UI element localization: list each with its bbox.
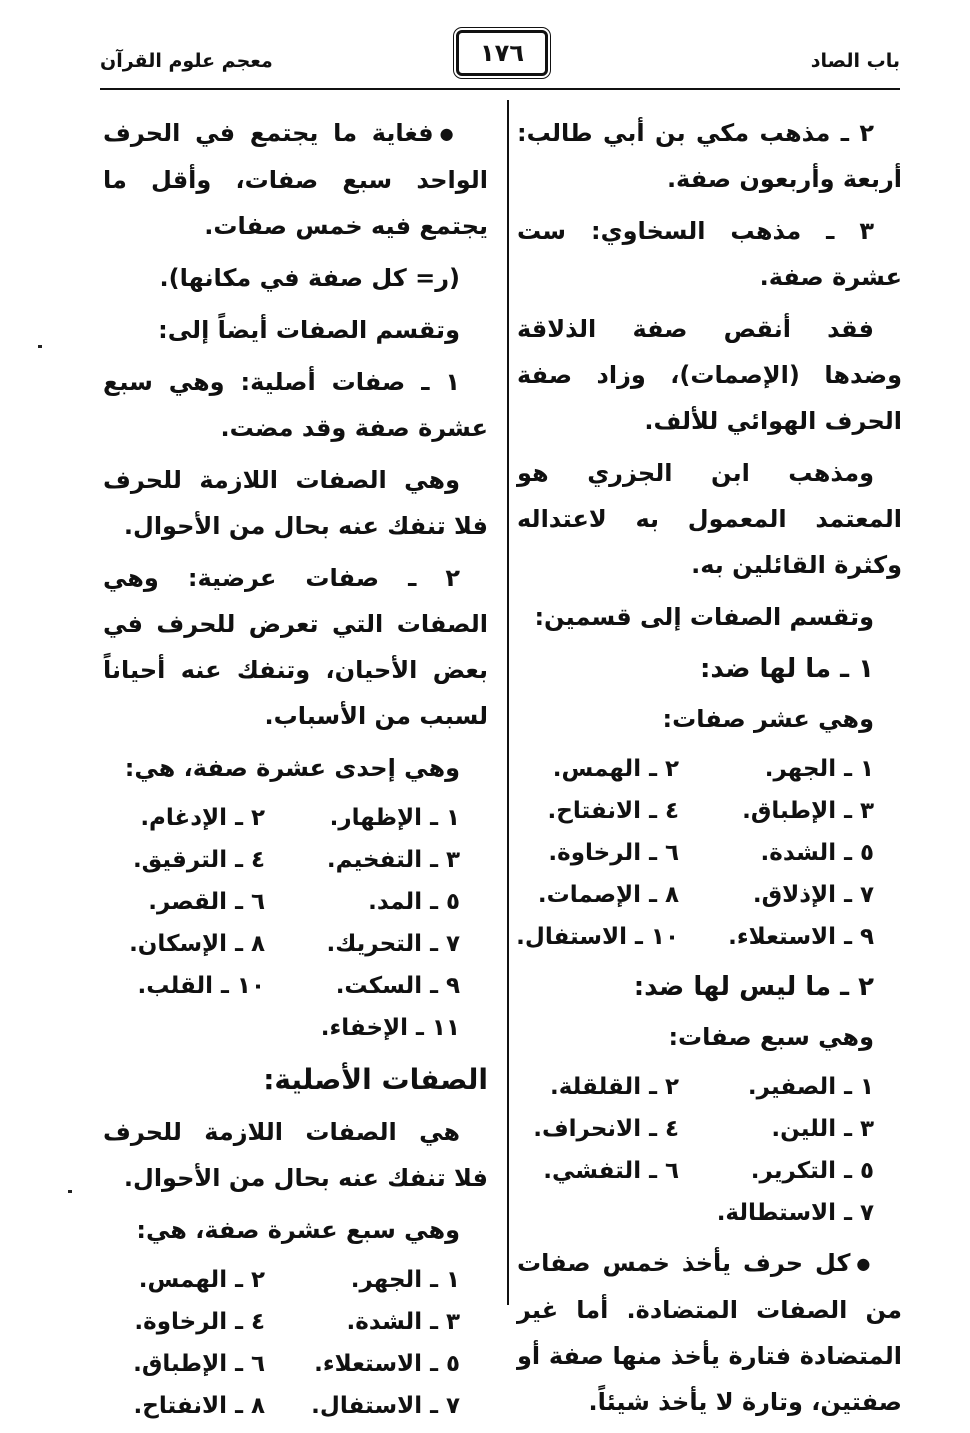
list-item: ٤ ـ الانفتاح.	[547, 798, 679, 824]
left-column	[103, 110, 488, 1433]
list-item: ٩ ـ السكت.	[335, 973, 460, 999]
list-item: ٣ ـ اللين.	[771, 1116, 874, 1142]
list-item: ٨ ـ الانفتاح.	[133, 1393, 265, 1419]
list-item: ٦ ـ الرخاوة.	[548, 840, 679, 866]
right-column	[517, 110, 902, 1431]
list-item: ٢ ـ الإدغام.	[140, 805, 265, 831]
list-item: ٨ ـ الإصمات.	[537, 882, 679, 908]
book-title: معجم علوم القرآن	[100, 50, 273, 72]
paragraph-text: فغاية ما يجتمع في الحرف الواحد سبع صفات، وأقل ما يجتمع فيه خمس صفات.	[103, 119, 488, 240]
paragraph: ٢ ـ مذهب مكي بن أبي طالب: أربعة وأربعون صفة.	[517, 119, 902, 193]
section-heading: ٢ ـ ما ليس لها ضد:	[633, 972, 874, 1002]
list-item: ٢ ـ الهمس.	[138, 1267, 265, 1293]
paragraph: وتقسم الصفات أيضاً إلى:	[158, 316, 460, 344]
list-item: ٦ ـ التفشي.	[543, 1158, 679, 1184]
paragraph: وهي الصفات اللازمة للحرف فلا تنفك عنه بحال من الأحوال.	[103, 466, 488, 540]
scan-speck	[68, 1190, 72, 1193]
list-item: ٣ ـ التفخيم.	[326, 847, 460, 873]
paragraph: ٣ ـ مذهب السخاوي: ست عشرة صفة.	[517, 217, 902, 291]
list-item: ٤ ـ الانحراف.	[533, 1116, 679, 1142]
paragraph: وهي سبع عشرة صفة، هي:	[136, 1216, 460, 1244]
list-item: ٥ ـ التكرير.	[750, 1158, 874, 1184]
section-heading: ١ ـ ما لها ضد:	[699, 654, 874, 684]
list-item: ٧ ـ الإذلاق.	[752, 882, 874, 908]
list-item: ٨ ـ الإسكان.	[129, 931, 265, 957]
list-item: ١ ـ الصفير.	[747, 1074, 874, 1100]
paragraph: وتقسم الصفات إلى قسمين:	[534, 603, 874, 631]
list-item: ٦ ـ القصر.	[148, 889, 265, 915]
list-item: ٣ ـ الإطباق.	[742, 798, 874, 824]
list-accidental-traits	[103, 797, 488, 1049]
list-item: ٤ ـ الترقيق.	[132, 847, 265, 873]
list-item: ٥ ـ الشدة.	[760, 840, 874, 866]
list-item: ١٠ ـ القلب.	[137, 973, 265, 999]
page-header	[100, 30, 900, 85]
scan-speck	[38, 345, 42, 348]
list-item: ٩ ـ الاستعلاء.	[728, 924, 874, 950]
paragraph: ١ ـ صفات أصلية: وهي سبع عشرة صفة وقد مضت.	[103, 368, 488, 442]
list-item: ٧ ـ الاستطالة.	[716, 1200, 874, 1226]
paragraph-text: كل حرف يأخذ خمس صفات من الصفات المتضادة. أما غير المتضادة فتارة يأخذ منها صفة أو صفتين، وتارة لا يأخذ شيئاً.	[517, 1249, 902, 1416]
list-item: ٢ ـ القلقلة.	[549, 1074, 679, 1100]
bullet-paragraph	[103, 110, 488, 249]
list-item: ٥ ـ المد.	[368, 889, 460, 915]
section-heading: الصفات الأصلية:	[263, 1063, 488, 1096]
list-item: ١ ـ الجهر.	[764, 756, 874, 782]
list-item: ١ ـ الجهر.	[350, 1267, 460, 1293]
list-opposite-traits	[517, 748, 902, 958]
list-item: ١١ ـ الإخفاء.	[320, 1015, 460, 1041]
paragraph: ومذهب ابن الجزري هو المعتمد المعمول به لاعتداله وكثرة القائلين به.	[517, 459, 902, 579]
header-rule	[100, 88, 900, 90]
list-item: ٥ ـ الاستعلاء.	[314, 1351, 460, 1377]
list-item: ٧ ـ التحريك.	[326, 931, 460, 957]
list-item: ٢ ـ الهمس.	[552, 756, 679, 782]
paragraph: فقد أنقص صفة الذلاقة وضدها (الإصمات)، وزاد صفة الحرف الهوائي للألف.	[517, 315, 902, 435]
paragraph: (ر= كل صفة في مكانها).	[159, 264, 460, 292]
list-item: ١ ـ الإظهار.	[329, 805, 460, 831]
list-non-opposite-traits	[517, 1066, 902, 1234]
bullet-icon	[434, 119, 460, 147]
paragraph: وهي إحدى عشرة صفة، هي:	[124, 754, 460, 782]
bullet-paragraph	[517, 1240, 902, 1425]
paragraph: ٢ ـ صفات عرضية: وهي الصفات التي تعرض للحرف في بعض الأحيان، وتنفك عنه أحياناً لسبب من الأسباب.	[103, 564, 488, 730]
page-number: ١٧٦	[456, 30, 548, 76]
list-item: ٦ ـ الإطباق.	[133, 1351, 265, 1377]
list-original-traits	[103, 1259, 488, 1427]
list-item: ٣ ـ الشدة.	[346, 1309, 460, 1335]
paragraph: هي الصفات اللازمة للحرف فلا تنفك عنه بحال من الأحوال.	[103, 1118, 488, 1192]
list-item: ١٠ ـ الاستفال.	[516, 924, 679, 950]
chapter-title: باب الصاد	[810, 50, 900, 72]
list-item: ٧ ـ الاستفال.	[311, 1393, 460, 1419]
paragraph: وهي عشر صفات:	[662, 705, 874, 733]
bullet-icon	[850, 1249, 874, 1277]
list-item: ٤ ـ الرخاوة.	[134, 1309, 265, 1335]
column-divider	[507, 100, 509, 1305]
paragraph: وهي سبع صفات:	[668, 1023, 874, 1051]
